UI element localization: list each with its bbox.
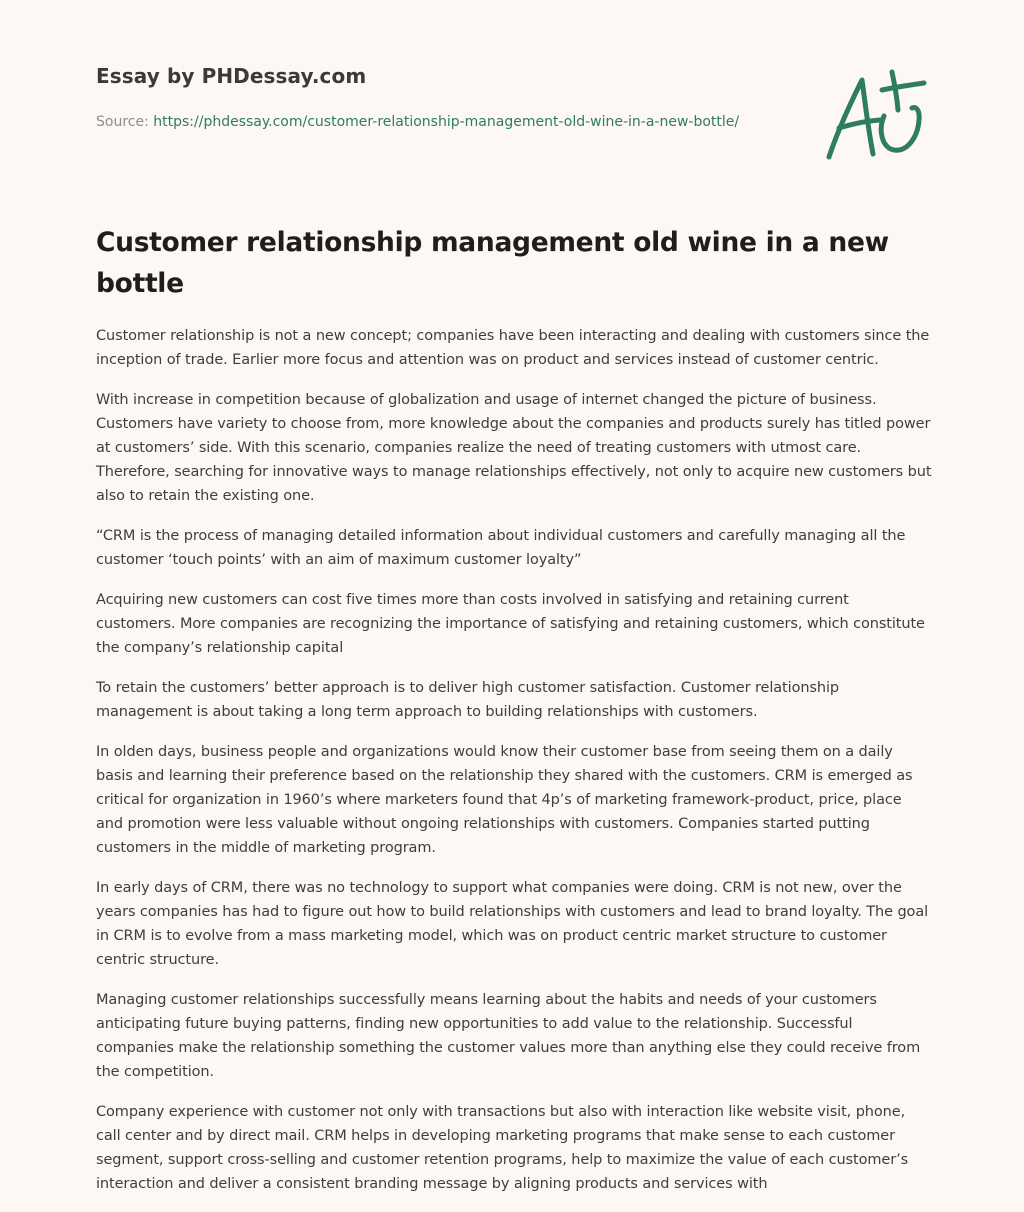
site-title: Essay by PHDessay.com: [96, 64, 367, 88]
essay-paragraph: Customer relationship is not a new concept; companies have been interacting and dealing with customers since the inception of trade. Earlier more focus and attention was on product and services instead of customer centric.: [96, 328, 930, 368]
essay-paragraph: To retain the customers’ better approach is to deliver high customer satisfaction. Customer relationship management is about taking a long term approach to building relationships with customers.: [96, 680, 840, 720]
essay-title: Customer relationship management old wine in a new bottle: [96, 227, 889, 299]
a-plus-grade-icon: [822, 68, 928, 164]
essay-paragraph: Acquiring new customers can cost five times more than costs involved in satisfying and retaining current customers. More companies are recognizing the importance of satisfying and retaining customers, which constitute the company’s relationship capital: [96, 592, 925, 656]
essay-paragraph: “CRM is the process of managing detailed information about individual customers and carefully managing all the customer ‘touch points’ with an aim of maximum customer loyalty”: [96, 528, 906, 568]
source-line: [96, 110, 776, 134]
page-header: [96, 64, 776, 134]
essay-paragraph: Managing customer relationships successfully means learning about the habits and needs of your customers anticipating future buying patterns, finding new opportunities to add value to the relationship. Successful companies make the relationship something the customer values more than anything else they could receive from the competition.: [96, 992, 921, 1080]
essay-paragraph: Company experience with customer not only with transactions but also with interaction like website visit, phone, call center and by direct mail. CRM helps in developing marketing programs that make sense to each customer segment, support cross-selling and customer retention programs, help to maximize the value of each customer’s interaction and deliver a consistent branding message by aligning products and services with: [96, 1104, 909, 1192]
essay-paragraph: In early days of CRM, there was no technology to support what companies were doing. CRM is not new, over the years companies has had to figure out how to build relationships with customers and lead to brand loyalty. The goal in CRM is to evolve from a mass marketing model, which was on product centric market structure to customer centric structure.: [96, 880, 929, 968]
essay-body: [96, 324, 932, 1212]
essay-paragraph: With increase in competition because of globalization and usage of internet changed the picture of business. Customers have variety to choose from, more knowledge about the companies and products surely has titled power at customers’ side. With this scenario, companies realize the need of treating customers with utmost care. Therefore, searching for innovative ways to manage relationships effectively, not only to acquire new customers but also to retain the existing one.: [96, 392, 932, 504]
source-link[interactable]: https://phdessay.com/customer-relationship-management-old-wine-in-a-new-bottle/: [153, 114, 740, 130]
source-label: Source:: [96, 114, 149, 130]
essay-paragraph: In olden days, business people and organizations would know their customer base from seeing them on a daily basis and learning their preference based on the relationship they shared with the customers. CRM is emerged as critical for organization in 1960’s where marketers found that 4p’s of marketing framework-product, price, place and promotion were less valuable without ongoing relationships with customers. Companies started putting customers in the middle of marketing program.: [96, 744, 913, 856]
